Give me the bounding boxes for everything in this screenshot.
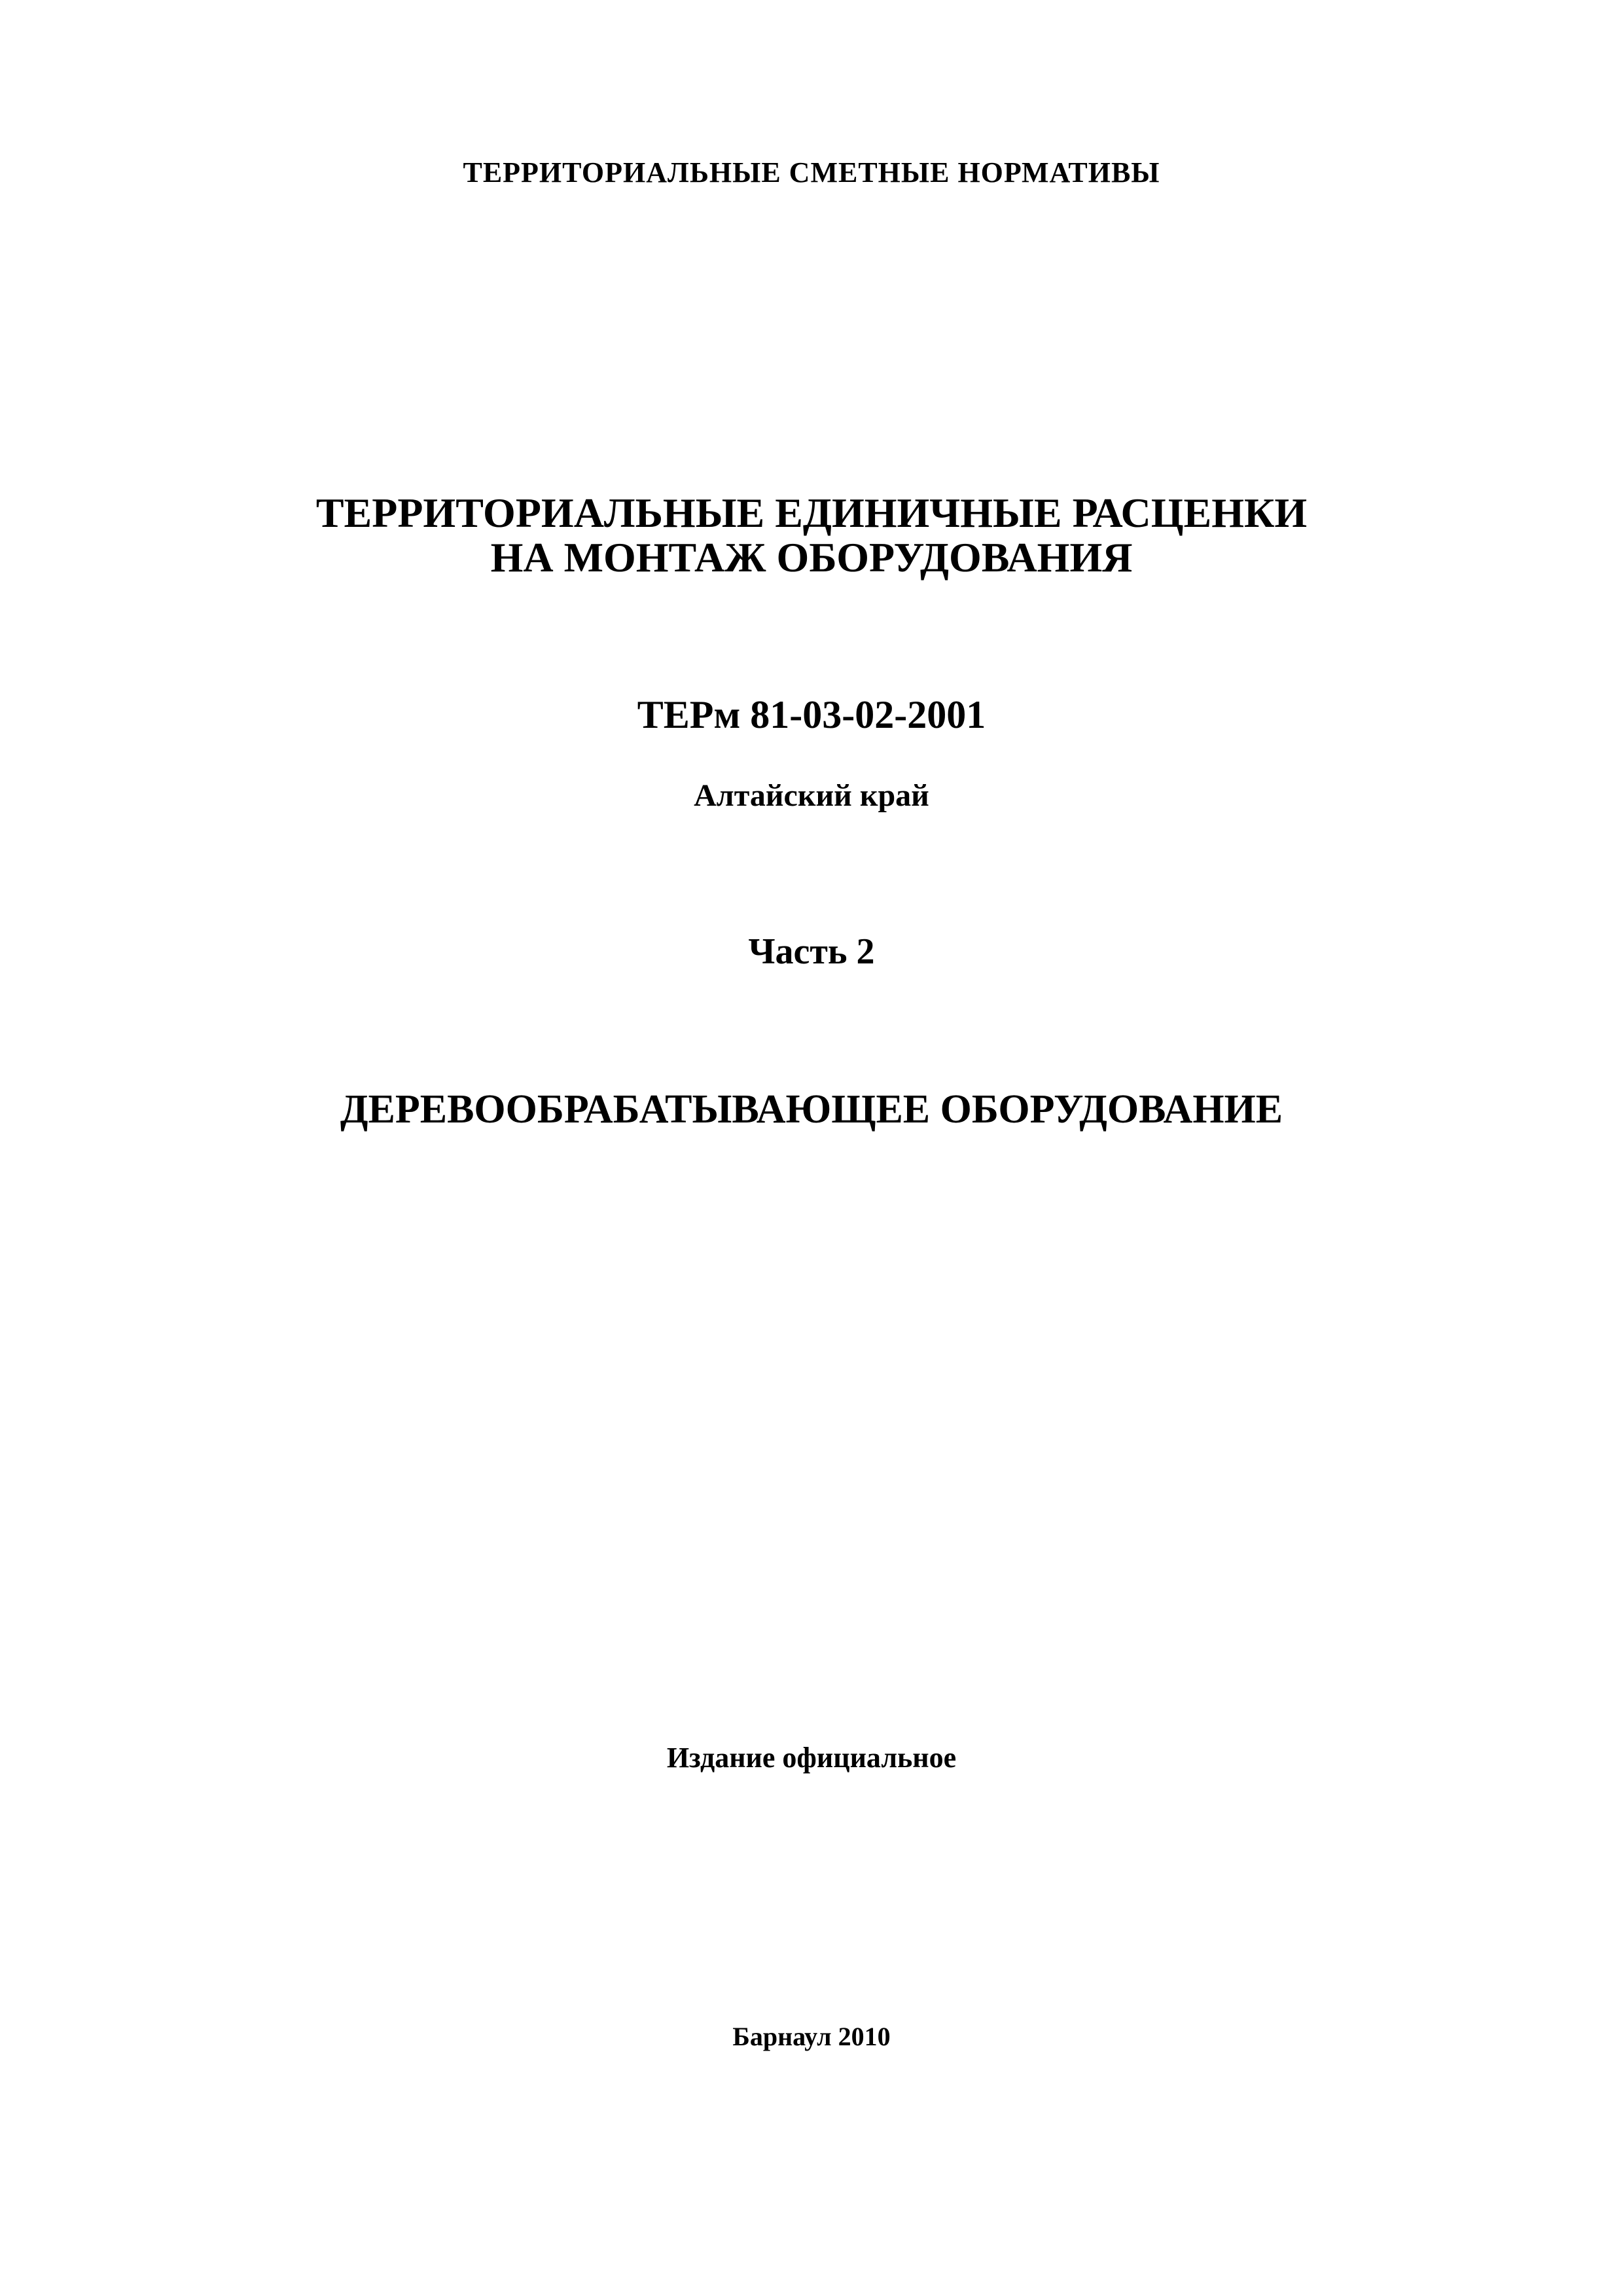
document-code: ТЕРм 81-03-02-2001	[637, 693, 986, 736]
part-number: Часть 2	[748, 931, 875, 972]
document-title-line-1: ТЕРРИТОРИАЛЬНЫЕ ЕДИНИЧНЫЕ РАСЦЕНКИ	[315, 490, 1308, 536]
document-title-line-2: НА МОНТАЖ ОБОРУДОВАНИЯ	[490, 534, 1133, 581]
series-heading: ТЕРРИТОРИАЛЬНЫЕ СМЕТНЫЕ НОРМАТИВЫ	[463, 156, 1160, 188]
city-and-year: Барнаул 2010	[732, 2022, 891, 2051]
region-name: Алтайский край	[694, 778, 929, 813]
edition-note: Издание официальное	[666, 1742, 957, 1774]
part-subject: ДЕРЕВООБРАБАТЫВАЮЩЕЕ ОБОРУДОВАНИЕ	[340, 1087, 1283, 1132]
